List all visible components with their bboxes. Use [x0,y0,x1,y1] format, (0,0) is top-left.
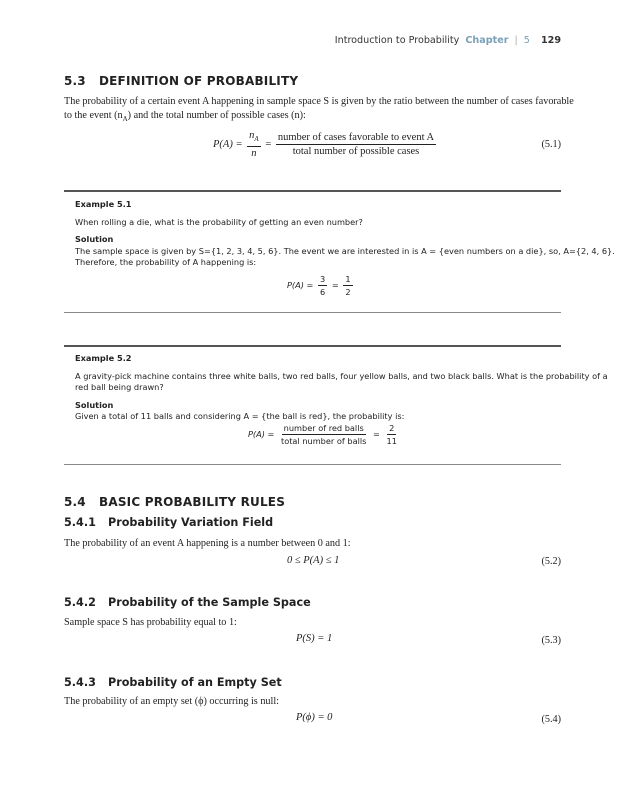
example-top-rule [64,190,561,192]
equation-number: (5.4) [541,714,561,725]
example-question: When rolling a die, what is the probability of getting an even number? [75,216,363,227]
section-5-3-heading [64,74,298,88]
subsection-text: Sample space S has probability equal to 1: [64,617,237,628]
equation-lhs: P(A) = [248,429,275,439]
subsection-text: The probability of an event A happening is a number between 0 and 1: [64,538,351,549]
equation-lhs: P(A) = [287,280,314,290]
fraction-denominator: n [251,148,257,160]
fraction-denominator: 2 [345,287,351,297]
section-title: DEFINITION OF PROBABILITY [99,74,299,88]
subsection-title: Probability of the Sample Space [108,596,311,609]
header-chapter-label: Chapter [465,35,509,46]
paragraph-line: The probability of a certain event A happening in sample space S is given by the ratio between the number of cases favorable [64,96,574,107]
fraction-words [276,132,436,157]
section-title: BASIC PROBABILITY RULES [99,495,286,509]
fraction-na-over-n [247,130,261,159]
paragraph-line: ) and the total number of possible cases (n): [127,109,306,121]
equals-sign: = [331,280,339,290]
equals-sign: = [373,429,380,439]
subscript: A [254,135,259,144]
subsection-text: The probability of an empty set (ϕ) occurring is null: [64,696,280,707]
equation-5-2: 0 ≤ P(A) ≤ 1 [287,555,340,566]
fraction-numerator: number of cases favorable to event A [277,132,435,144]
fraction-numerator: number of red balls [283,423,364,433]
equation-5-3: P(S) = 1 [296,633,333,644]
header-title: Introduction to Probability [334,35,460,46]
fraction-denominator: 11 [386,436,397,446]
example-5-1-equation [287,274,355,297]
section-5-4-heading [64,495,285,509]
example-5-2 [75,353,608,423]
subsection-number: 5.4.1 [64,516,96,529]
header-separator: | [514,35,518,46]
subsection-number: 5.4.2 [64,596,96,609]
fraction-numerator: 1 [345,274,351,284]
equation-lhs: P(A) = [213,138,243,150]
example-top-rule [64,345,561,347]
fraction [343,274,352,297]
solution-text: Therefore, the probability of A happening is: [75,257,257,267]
paragraph-line: to the event (n [64,109,123,121]
fraction-numerator: 2 [389,423,395,433]
fraction-denominator: total number of balls [281,436,367,446]
equation-number: (5.3) [541,635,561,646]
solution-label: Solution [75,234,114,244]
equation-number: (5.1) [541,139,561,150]
fraction [279,423,368,446]
example-title: Example 5.1 [75,199,132,209]
example-5-2-equation [248,423,401,446]
subsection-title: Probability Variation Field [108,516,274,529]
fraction [318,274,327,297]
subsection-5-4-3-heading [64,676,282,689]
fraction-numerator: n [249,130,255,141]
fraction-denominator: 6 [320,287,326,297]
section-5-3-paragraph [64,95,574,126]
section-number: 5.3 [64,74,86,88]
equation-number: (5.2) [541,556,561,567]
equation-5-1 [213,130,438,159]
example-title: Example 5.2 [75,353,132,363]
subsection-number: 5.4.3 [64,676,96,689]
subsection-5-4-1-heading [64,516,273,529]
example-question: A gravity-pick machine contains three white balls, two red balls, four yellow balls, and two black balls. What is the probability of a [75,370,608,381]
example-question: red ball being drawn? [75,382,164,392]
subsection-title: Probability of an Empty Set [108,676,282,689]
header-chapter-number: 5 [523,35,530,46]
example-bottom-rule [64,464,561,465]
example-5-1 [75,199,615,269]
subscript: A [122,114,128,123]
page-number: 129 [540,35,561,46]
section-number: 5.4 [64,495,86,509]
solution-text: Given a total of 11 balls and considering A = {the ball is red}, the probability is: [75,411,405,421]
fraction [385,423,399,446]
solution-label: Solution [75,399,114,410]
fraction-numerator: 3 [320,274,326,284]
fraction-denominator: total number of possible cases [292,146,420,158]
equals-sign: = [265,138,272,150]
subsection-5-4-2-heading [64,596,311,609]
equation-5-4: P(ϕ) = 0 [296,712,333,723]
example-bottom-rule [64,312,561,313]
running-header [335,35,561,46]
solution-text: The sample space is given by S={1, 2, 3, 4, 5, 6}. The event we are interested in is A = {even numbers on a die}, so, A={2, 4, 6}. [75,245,615,256]
